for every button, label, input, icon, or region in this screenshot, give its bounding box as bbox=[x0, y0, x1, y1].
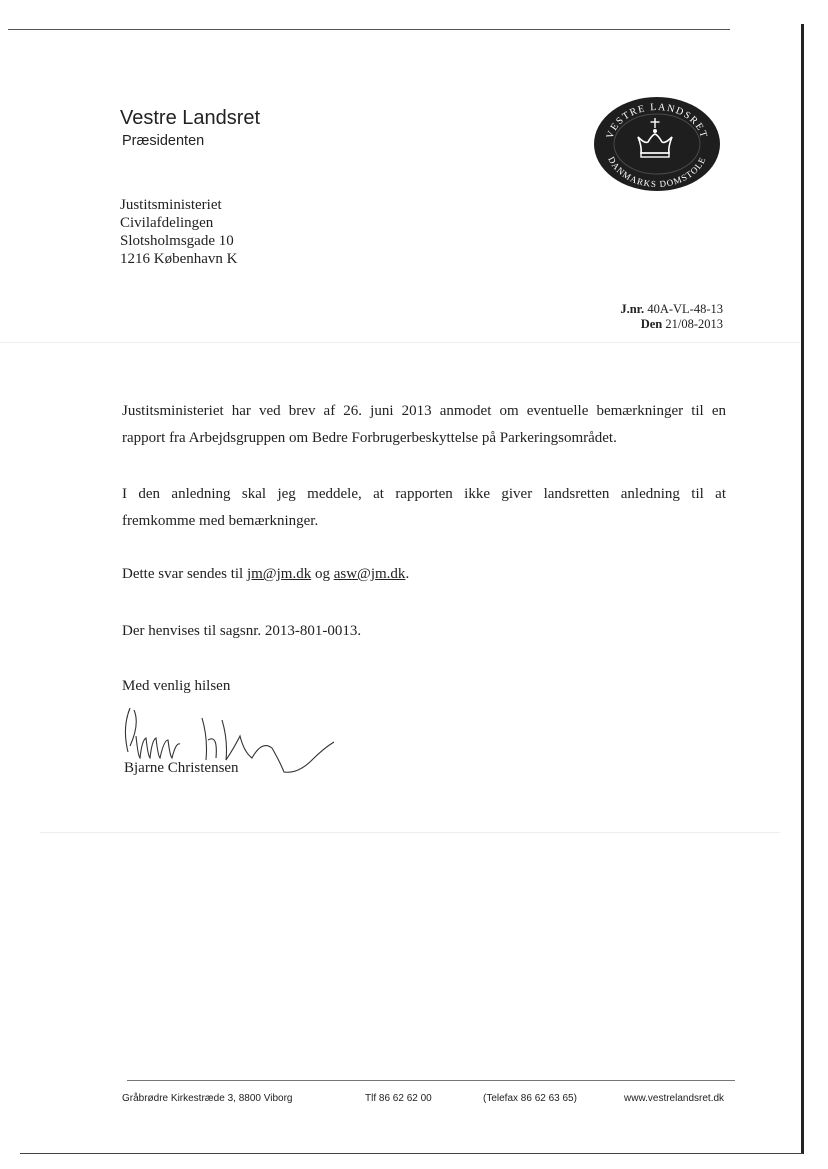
footer-phone: Tlf 86 62 62 00 bbox=[365, 1093, 432, 1104]
date-value: 21/08-2013 bbox=[665, 317, 723, 331]
paragraph-request bbox=[122, 398, 726, 452]
footer-website[interactable]: www.vestrelandsret.dk bbox=[624, 1093, 725, 1104]
scan-edge-bottom bbox=[20, 1153, 803, 1154]
jnr-value: 40A-VL-48-13 bbox=[647, 302, 723, 316]
scan-artifact-line bbox=[0, 342, 800, 343]
seal-top-text: VESTRE LANDSRET bbox=[604, 101, 710, 141]
jnr-label: J.nr. bbox=[620, 302, 645, 316]
seal-bottom-text: DANMARKS DOMSTOLE bbox=[606, 154, 708, 190]
email-link-asw[interactable]: asw@jm.dk bbox=[333, 566, 406, 582]
footer-address: Gråbrødre Kirkestræde 3, 8800 Viborg bbox=[122, 1093, 293, 1104]
recipient-line: 1216 København K bbox=[120, 251, 238, 267]
scan-edge-right bbox=[801, 24, 804, 1154]
paragraph-response bbox=[122, 481, 726, 535]
court-name: Vestre Landsret bbox=[120, 107, 261, 129]
recipients-prefix: Dette svar sendes til bbox=[122, 566, 247, 582]
scan-artifact-line bbox=[40, 832, 780, 833]
reference-block bbox=[620, 302, 723, 332]
recipient-line: Justitsministeriet bbox=[120, 197, 222, 213]
email-link-jm[interactable]: jm@jm.dk bbox=[246, 566, 312, 582]
recipient-line: Civilafdelingen bbox=[120, 215, 214, 231]
recipients-mid: og bbox=[311, 566, 334, 582]
recipient-line: Slotsholmsgade 10 bbox=[120, 233, 234, 249]
scan-edge-top bbox=[8, 29, 730, 30]
footer-fax: (Telefax 86 62 63 65) bbox=[483, 1093, 577, 1104]
footer-divider bbox=[127, 1080, 735, 1081]
paragraph-line: Justitsministeriet har ved brev af 26. juni 2013 anmodet om eventuelle bemærkninger til en bbox=[122, 403, 726, 419]
paragraph-line: rapport fra Arbejdsgruppen om Bedre Forbrugerbeskyttelse på Parkeringsområdet. bbox=[122, 430, 617, 446]
paragraph-line: I den anledning skal jeg meddele, at rapporten ikke giver landsretten anledning til at bbox=[122, 486, 726, 502]
paragraph-line: fremkomme med bemærkninger. bbox=[122, 513, 319, 529]
date-label: Den bbox=[640, 317, 663, 331]
paragraph-recipients bbox=[122, 566, 726, 583]
signer-name: Bjarne Christensen bbox=[124, 760, 239, 776]
paragraph-case-number: Der henvises til sagsnr. 2013-801-0013. bbox=[122, 623, 362, 639]
recipients-suffix: . bbox=[405, 566, 410, 582]
court-office: Præsidenten bbox=[122, 133, 205, 149]
recipient-address bbox=[120, 196, 237, 268]
closing-greeting: Med venlig hilsen bbox=[122, 678, 231, 694]
court-seal bbox=[592, 95, 722, 193]
